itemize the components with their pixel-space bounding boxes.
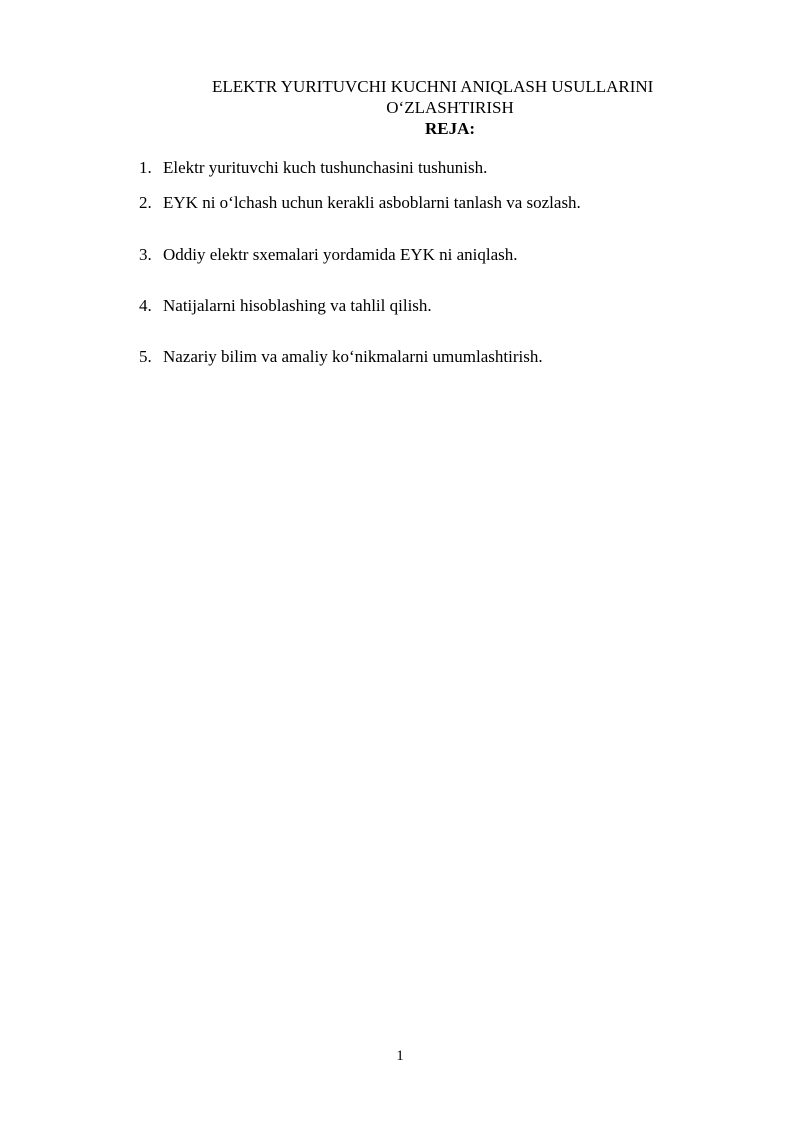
plan-item-text: Nazariy bilim va amaliy ko‘nikmalarni umumlashtirish. xyxy=(163,347,543,366)
plan-item-text: EYK ni o‘lchash uchun kerakli asboblarni tanlash va sozlash. xyxy=(163,193,581,212)
plan-item-number: 4. xyxy=(139,296,152,315)
document-title-line-2: O‘ZLASHTIRISH xyxy=(386,98,514,117)
plan-item-number: 1. xyxy=(139,158,152,177)
plan-item-number: 3. xyxy=(139,245,152,264)
document-title-line-1: ELEKTR YURITUVCHI KUCHNI ANIQLASH USULLARINI xyxy=(212,77,654,96)
plan-item xyxy=(139,193,581,213)
page-number: 1 xyxy=(396,1048,404,1064)
title-block xyxy=(140,76,760,139)
plan-item xyxy=(139,158,487,178)
plan-item-text: Oddiy elektr sxemalari yordamida EYK ni aniqlash. xyxy=(163,245,518,264)
plan-item xyxy=(139,347,543,367)
plan-item-text: Natijalarni hisoblashing va tahlil qilish. xyxy=(163,296,432,315)
plan-heading: REJA: xyxy=(424,119,476,138)
plan-item-number: 2. xyxy=(139,193,152,212)
plan-item xyxy=(139,245,518,265)
plan-item-number: 5. xyxy=(139,347,152,366)
plan-item-text: Elektr yurituvchi kuch tushunchasini tushunish. xyxy=(163,158,488,177)
plan-item xyxy=(139,296,432,316)
